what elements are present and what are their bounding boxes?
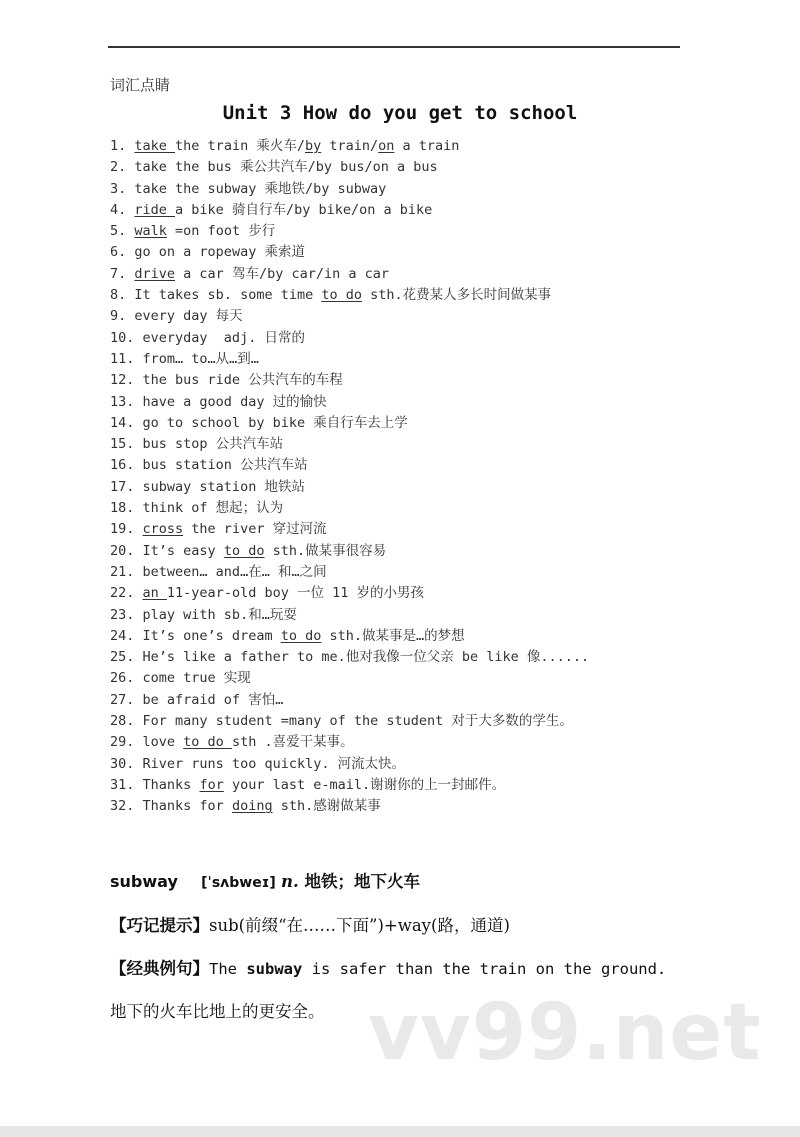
vocab-item-number: 16. [110,457,135,474]
vocab-text: subway station 地铁站 [142,478,305,495]
vocab-item-number: 22. [110,585,135,602]
vocab-item [110,796,710,817]
vocab-text: a train [394,138,460,154]
vocab-text: Thanks for [142,798,232,815]
vocab-item-number: 5. [110,223,127,240]
vocab-item-number: 11. [110,350,135,367]
vocab-underlined-term: take [134,138,176,154]
memory-tip-text: sub(前缀“在……下面”)+way(路，通道) [209,916,510,935]
vocab-item [110,477,710,498]
vocab-item [110,242,710,263]
vocab-underlined-term: ride [134,201,176,218]
vocab-underlined-term: by [304,138,322,154]
vocab-item [110,455,710,476]
section-label: 词汇点睛 [110,76,171,94]
vocab-text: bus station 公共汽车站 [142,457,308,474]
vocab-underlined-term: walk [134,223,167,240]
vocab-text: sth.做某事是…的梦想 [321,627,465,644]
vocab-text: everyday adj. 日常的 [142,329,305,346]
vocab-text: sth .喜爱干某事。 [231,734,354,751]
vocab-text: the bus ride 公共汽车的车程 [142,372,343,389]
vocab-underlined-term: to do [280,627,322,644]
vocab-item-number: 27. [110,691,135,708]
vocab-item-number: 1. [110,138,127,154]
vocab-item-number: 30. [110,755,135,772]
vocab-item [110,541,710,562]
vocab-item [110,136,710,157]
vocab-text: bus stop 公共汽车站 [142,436,284,453]
vocab-item-number: 15. [110,436,135,453]
vocab-text: a bike 骑自行车/by bike/on a bike [175,201,433,218]
vocab-underlined-term: drive [134,265,176,282]
vocab-item [110,519,710,540]
vocab-underlined-term: to do [321,287,362,304]
vocab-item [110,157,710,178]
vocab-text: It’s easy [142,542,224,559]
entry-part-of-speech: n. [281,872,299,891]
vocab-text: a car 驾车/by car/in a car [175,265,389,282]
vocab-item [110,306,710,327]
vocab-text: the train 乘火车/ [175,138,305,154]
vocab-item-number: 7. [110,265,127,282]
entry-word: subway [110,872,178,891]
vocab-item [110,690,710,711]
vocabulary-list [110,136,710,818]
vocab-underlined-term: cross [142,521,184,538]
vocab-item [110,498,710,519]
vocab-item-number: 20. [110,542,135,559]
example-sentence [110,955,666,979]
vocab-item-number: 8. [110,287,127,304]
vocab-item-number: 24. [110,627,135,644]
vocab-text: River runs too quickly. 河流太快。 [142,755,406,772]
vocab-underlined-term: on [378,138,395,154]
vocab-text: Thanks [142,776,200,793]
vocab-text: sth.花费某人多长时间做某事 [361,287,552,304]
vocab-item-number: 25. [110,649,135,666]
vocab-text: every day 每天 [134,308,243,325]
page-bottom-edge [0,1126,800,1137]
example-text-post: is safer than the train on the ground. [302,960,667,978]
vocab-item [110,413,710,434]
vocab-item [110,264,710,285]
vocab-text: For many student =many of the student 对于大多数的学生。 [142,713,573,730]
vocab-underlined-term: to do [183,734,232,751]
vocab-underlined-term: to do [223,542,265,559]
vocab-item-number: 12. [110,372,135,389]
word-entry-header [110,868,420,892]
vocab-item-number: 29. [110,734,135,751]
vocab-item-number: 32. [110,798,135,815]
vocab-text: =on foot 步行 [166,223,276,240]
vocab-item-number: 3. [110,180,127,197]
vocab-item-number: 31. [110,776,135,793]
memory-tip [110,912,510,936]
vocab-text: be afraid of 害怕… [142,691,284,708]
vocab-item [110,668,710,689]
vocab-item-number: 23. [110,606,135,623]
vocab-item [110,626,710,647]
vocab-text: have a good day 过的愉快 [142,393,327,410]
vocab-text: play with sb.和…玩耍 [142,606,297,623]
example-keyword: subway [246,960,303,978]
page-title: Unit 3 How do you get to school [222,102,578,124]
vocab-text: go on a ropeway 乘索道 [134,244,305,261]
vocab-underlined-term: doing [231,798,273,815]
vocab-item [110,434,710,455]
vocab-text: love [142,734,184,751]
vocab-text: come true 实现 [142,670,251,687]
vocab-item-number: 21. [110,563,135,580]
vocab-item [110,583,710,604]
entry-phonetic: [ˈsʌbweɪ] [201,875,276,891]
vocab-item [110,732,710,753]
vocab-item [110,605,710,626]
vocab-item [110,647,710,668]
vocab-item [110,562,710,583]
vocab-text: think of 想起；认为 [142,500,284,517]
vocab-text: from… to…从…到… [142,350,259,367]
vocab-text: It’s one’s dream [142,627,281,644]
vocab-item [110,179,710,200]
vocab-item-number: 4. [110,201,127,218]
vocab-item-number: 9. [110,308,127,325]
example-translation: 地下的火车比地上的更安全。 [110,1002,325,1021]
vocab-item [110,754,710,775]
vocab-text: 11-year-old boy 一位 11 岁的小男孩 [166,585,424,602]
vocab-item-number: 28. [110,713,135,730]
vocab-item-number: 14. [110,414,135,431]
vocab-item [110,328,710,349]
watermark: vv99.net [368,988,762,1078]
vocab-item [110,370,710,391]
vocab-item [110,349,710,370]
vocab-item-number: 18. [110,500,135,517]
vocab-text: the river 穿过河流 [183,521,327,538]
vocab-item [110,221,710,242]
vocab-item-number: 2. [110,159,127,176]
vocab-text: He’s like a father to me.他对我像一位父亲 be like 像...... [142,649,590,666]
vocab-text: sth.感谢做某事 [272,798,381,815]
vocab-item [110,285,710,306]
vocab-text: between… and…在… 和…之间 [142,563,327,580]
vocab-text: take the bus 乘公共汽车/by bus/on a bus [134,159,438,176]
header-rule [108,46,680,48]
vocab-item [110,200,710,221]
vocab-item-number: 6. [110,244,127,261]
vocab-text: sth.做某事很容易 [264,542,387,559]
vocab-item-number: 19. [110,521,135,538]
vocab-underlined-term: for [199,776,224,793]
vocab-text: your last e-mail.谢谢你的上一封邮件。 [223,776,506,793]
vocab-underlined-term: an [142,585,167,602]
vocab-text: train/ [321,138,379,154]
vocab-item-number: 26. [110,670,135,687]
vocab-text: take the subway 乘地铁/by subway [134,180,387,197]
entry-definition: 地铁；地下火车 [298,872,421,891]
vocab-text: go to school by bike 乘自行车去上学 [142,414,408,431]
example-label: 【经典例句】 [110,959,209,978]
vocab-item-number: 17. [110,478,135,495]
vocab-item [110,711,710,732]
vocab-item-number: 13. [110,393,135,410]
vocab-item [110,392,710,413]
example-text-pre: The [209,960,247,978]
vocab-item-number: 10. [110,329,135,346]
vocab-item [110,775,710,796]
vocab-text: It takes sb. some time [134,287,322,304]
memory-tip-label: 【巧记提示】 [110,916,209,935]
